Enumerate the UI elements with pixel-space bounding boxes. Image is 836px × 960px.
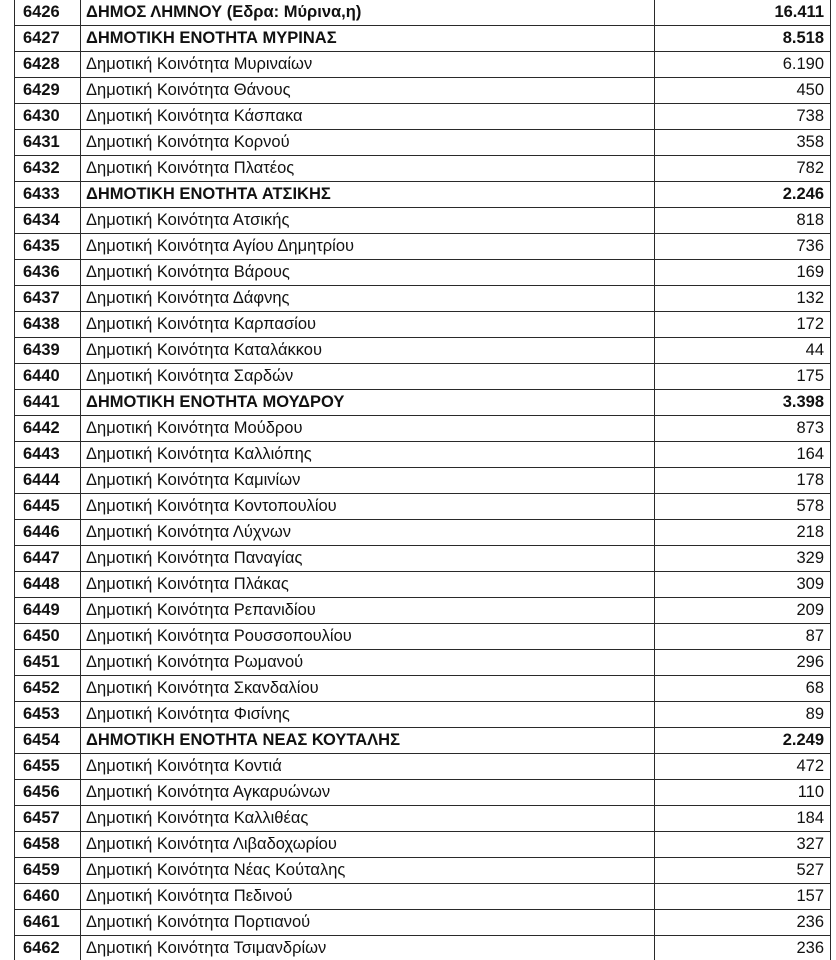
row-code-cell: 6431 [15,130,81,156]
row-name-cell: Δημοτική Κοινότητα Καλλιόπης [81,442,655,468]
table-row-section [15,728,831,754]
table-row [15,364,831,390]
row-population-cell: 736 [655,234,831,260]
table-row-section [15,182,831,208]
row-population-cell: 172 [655,312,831,338]
table-body [15,0,831,960]
row-population-cell: 157 [655,884,831,910]
row-population-cell: 44 [655,338,831,364]
row-code-cell: 6459 [15,858,81,884]
row-code-cell: 6444 [15,468,81,494]
table-row [15,130,831,156]
row-population-cell: 450 [655,78,831,104]
row-name-cell: Δημοτική Κοινότητα Σκανδαλίου [81,676,655,702]
table-row [15,494,831,520]
row-code-cell: 6438 [15,312,81,338]
row-code-cell: 6453 [15,702,81,728]
table-row [15,520,831,546]
row-code-cell: 6455 [15,754,81,780]
table-row [15,468,831,494]
row-code-cell: 6460 [15,884,81,910]
row-code-cell: 6454 [15,728,81,754]
table-row-section [15,26,831,52]
row-code-cell: 6462 [15,936,81,960]
row-population-cell: 169 [655,260,831,286]
row-name-cell: Δημοτική Κοινότητα Αγίου Δημητρίου [81,234,655,260]
table-row [15,442,831,468]
row-name-cell: Δημοτική Κοινότητα Ρωμανού [81,650,655,676]
table-row [15,780,831,806]
row-name-cell: Δημοτική Κοινότητα Κοντιά [81,754,655,780]
table-row [15,650,831,676]
table-row [15,598,831,624]
table-row-section [15,390,831,416]
row-name-cell: Δημοτική Κοινότητα Κορνού [81,130,655,156]
table-row [15,702,831,728]
table-row [15,754,831,780]
row-code-cell: 6457 [15,806,81,832]
row-population-cell: 218 [655,520,831,546]
row-code-cell: 6427 [15,26,81,52]
row-code-cell: 6439 [15,338,81,364]
row-name-cell: Δημοτική Κοινότητα Πλατέος [81,156,655,182]
table-row [15,806,831,832]
row-code-cell: 6456 [15,780,81,806]
row-population-cell: 578 [655,494,831,520]
row-code-cell: 6432 [15,156,81,182]
row-population-cell: 164 [655,442,831,468]
row-population-cell: 327 [655,832,831,858]
row-population-cell: 329 [655,546,831,572]
row-code-cell: 6436 [15,260,81,286]
row-name-cell: ΔΗΜΟΤΙΚΗ ΕΝΟΤΗΤΑ ΑΤΣΙΚΗΣ [81,182,655,208]
row-population-cell: 16.411 [655,0,831,26]
row-code-cell: 6428 [15,52,81,78]
row-name-cell: Δημοτική Κοινότητα Καλλιθέας [81,806,655,832]
row-name-cell: Δημοτική Κοινότητα Πορτιανού [81,910,655,936]
row-code-cell: 6442 [15,416,81,442]
row-population-cell: 6.190 [655,52,831,78]
row-code-cell: 6434 [15,208,81,234]
row-name-cell: Δημοτική Κοινότητα Ατσικής [81,208,655,234]
row-code-cell: 6448 [15,572,81,598]
row-population-cell: 472 [655,754,831,780]
row-name-cell: Δημοτική Κοινότητα Σαρδών [81,364,655,390]
row-code-cell: 6452 [15,676,81,702]
row-name-cell: Δημοτική Κοινότητα Πεδινού [81,884,655,910]
row-population-cell: 818 [655,208,831,234]
row-name-cell: Δημοτική Κοινότητα Ρουσσοπουλίου [81,624,655,650]
row-code-cell: 6461 [15,910,81,936]
table-row [15,260,831,286]
row-name-cell: Δημοτική Κοινότητα Καμινίων [81,468,655,494]
row-population-cell: 309 [655,572,831,598]
row-population-cell: 236 [655,936,831,960]
row-name-cell: Δημοτική Κοινότητα Παναγίας [81,546,655,572]
row-name-cell: Δημοτική Κοινότητα Λιβαδοχωρίου [81,832,655,858]
row-code-cell: 6449 [15,598,81,624]
table-row [15,624,831,650]
row-code-cell: 6451 [15,650,81,676]
row-name-cell: Δημοτική Κοινότητα Πλάκας [81,572,655,598]
row-name-cell: Δημοτική Κοινότητα Αγκαρυώνων [81,780,655,806]
row-population-cell: 68 [655,676,831,702]
table-row [15,52,831,78]
table-row [15,286,831,312]
row-name-cell: Δημοτική Κοινότητα Κοντοπουλίου [81,494,655,520]
row-population-cell: 8.518 [655,26,831,52]
table-row [15,156,831,182]
row-code-cell: 6450 [15,624,81,650]
row-population-cell: 2.249 [655,728,831,754]
table-row [15,234,831,260]
row-code-cell: 6437 [15,286,81,312]
table-row [15,676,831,702]
row-population-cell: 782 [655,156,831,182]
table-row [15,936,831,960]
table-row [15,884,831,910]
row-name-cell: Δημοτική Κοινότητα Καταλάκκου [81,338,655,364]
row-name-cell: Δημοτική Κοινότητα Δάφνης [81,286,655,312]
row-code-cell: 6429 [15,78,81,104]
row-name-cell: Δημοτική Κοινότητα Φισίνης [81,702,655,728]
table-row [15,416,831,442]
row-name-cell: Δημοτική Κοινότητα Νέας Κούταλης [81,858,655,884]
row-name-cell: Δημοτική Κοινότητα Τσιμανδρίων [81,936,655,960]
row-population-cell: 209 [655,598,831,624]
row-population-cell: 132 [655,286,831,312]
table-row [15,546,831,572]
row-code-cell: 6458 [15,832,81,858]
row-name-cell: Δημοτική Κοινότητα Ρεπανιδίου [81,598,655,624]
row-name-cell: Δημοτική Κοινότητα Καρπασίου [81,312,655,338]
row-name-cell: ΔΗΜΟΤΙΚΗ ΕΝΟΤΗΤΑ ΝΕΑΣ ΚΟΥΤΑΛΗΣ [81,728,655,754]
row-code-cell: 6441 [15,390,81,416]
row-code-cell: 6446 [15,520,81,546]
row-name-cell: Δημοτική Κοινότητα Θάνους [81,78,655,104]
row-name-cell: Δημοτική Κοινότητα Μούδρου [81,416,655,442]
row-name-cell: ΔΗΜΟΤΙΚΗ ΕΝΟΤΗΤΑ ΜΟΥΔΡΟΥ [81,390,655,416]
row-name-cell: Δημοτική Κοινότητα Κάσπακα [81,104,655,130]
row-population-cell: 358 [655,130,831,156]
row-population-cell: 87 [655,624,831,650]
table-row [15,910,831,936]
row-code-cell: 6440 [15,364,81,390]
row-population-cell: 178 [655,468,831,494]
row-name-cell: Δημοτική Κοινότητα Λύχνων [81,520,655,546]
table-row [15,208,831,234]
row-code-cell: 6433 [15,182,81,208]
population-table [14,0,831,960]
row-population-cell: 738 [655,104,831,130]
row-code-cell: 6426 [15,0,81,26]
row-population-cell: 110 [655,780,831,806]
row-name-cell: Δημοτική Κοινότητα Μυριναίων [81,52,655,78]
row-population-cell: 873 [655,416,831,442]
table-row [15,858,831,884]
table-row [15,832,831,858]
table-row [15,312,831,338]
row-population-cell: 527 [655,858,831,884]
row-code-cell: 6443 [15,442,81,468]
table-row [15,78,831,104]
row-code-cell: 6435 [15,234,81,260]
table-row [15,104,831,130]
row-population-cell: 184 [655,806,831,832]
row-population-cell: 89 [655,702,831,728]
row-population-cell: 296 [655,650,831,676]
row-population-cell: 175 [655,364,831,390]
row-name-cell: ΔΗΜΟΣ ΛΗΜΝΟΥ (Εδρα: Μύρινα,η) [81,0,655,26]
row-code-cell: 6430 [15,104,81,130]
table-row-section [15,0,831,26]
row-code-cell: 6445 [15,494,81,520]
row-population-cell: 2.246 [655,182,831,208]
row-population-cell: 3.398 [655,390,831,416]
row-name-cell: Δημοτική Κοινότητα Βάρους [81,260,655,286]
row-code-cell: 6447 [15,546,81,572]
row-population-cell: 236 [655,910,831,936]
table-row [15,338,831,364]
row-name-cell: ΔΗΜΟΤΙΚΗ ΕΝΟΤΗΤΑ ΜΥΡΙΝΑΣ [81,26,655,52]
table-row [15,572,831,598]
